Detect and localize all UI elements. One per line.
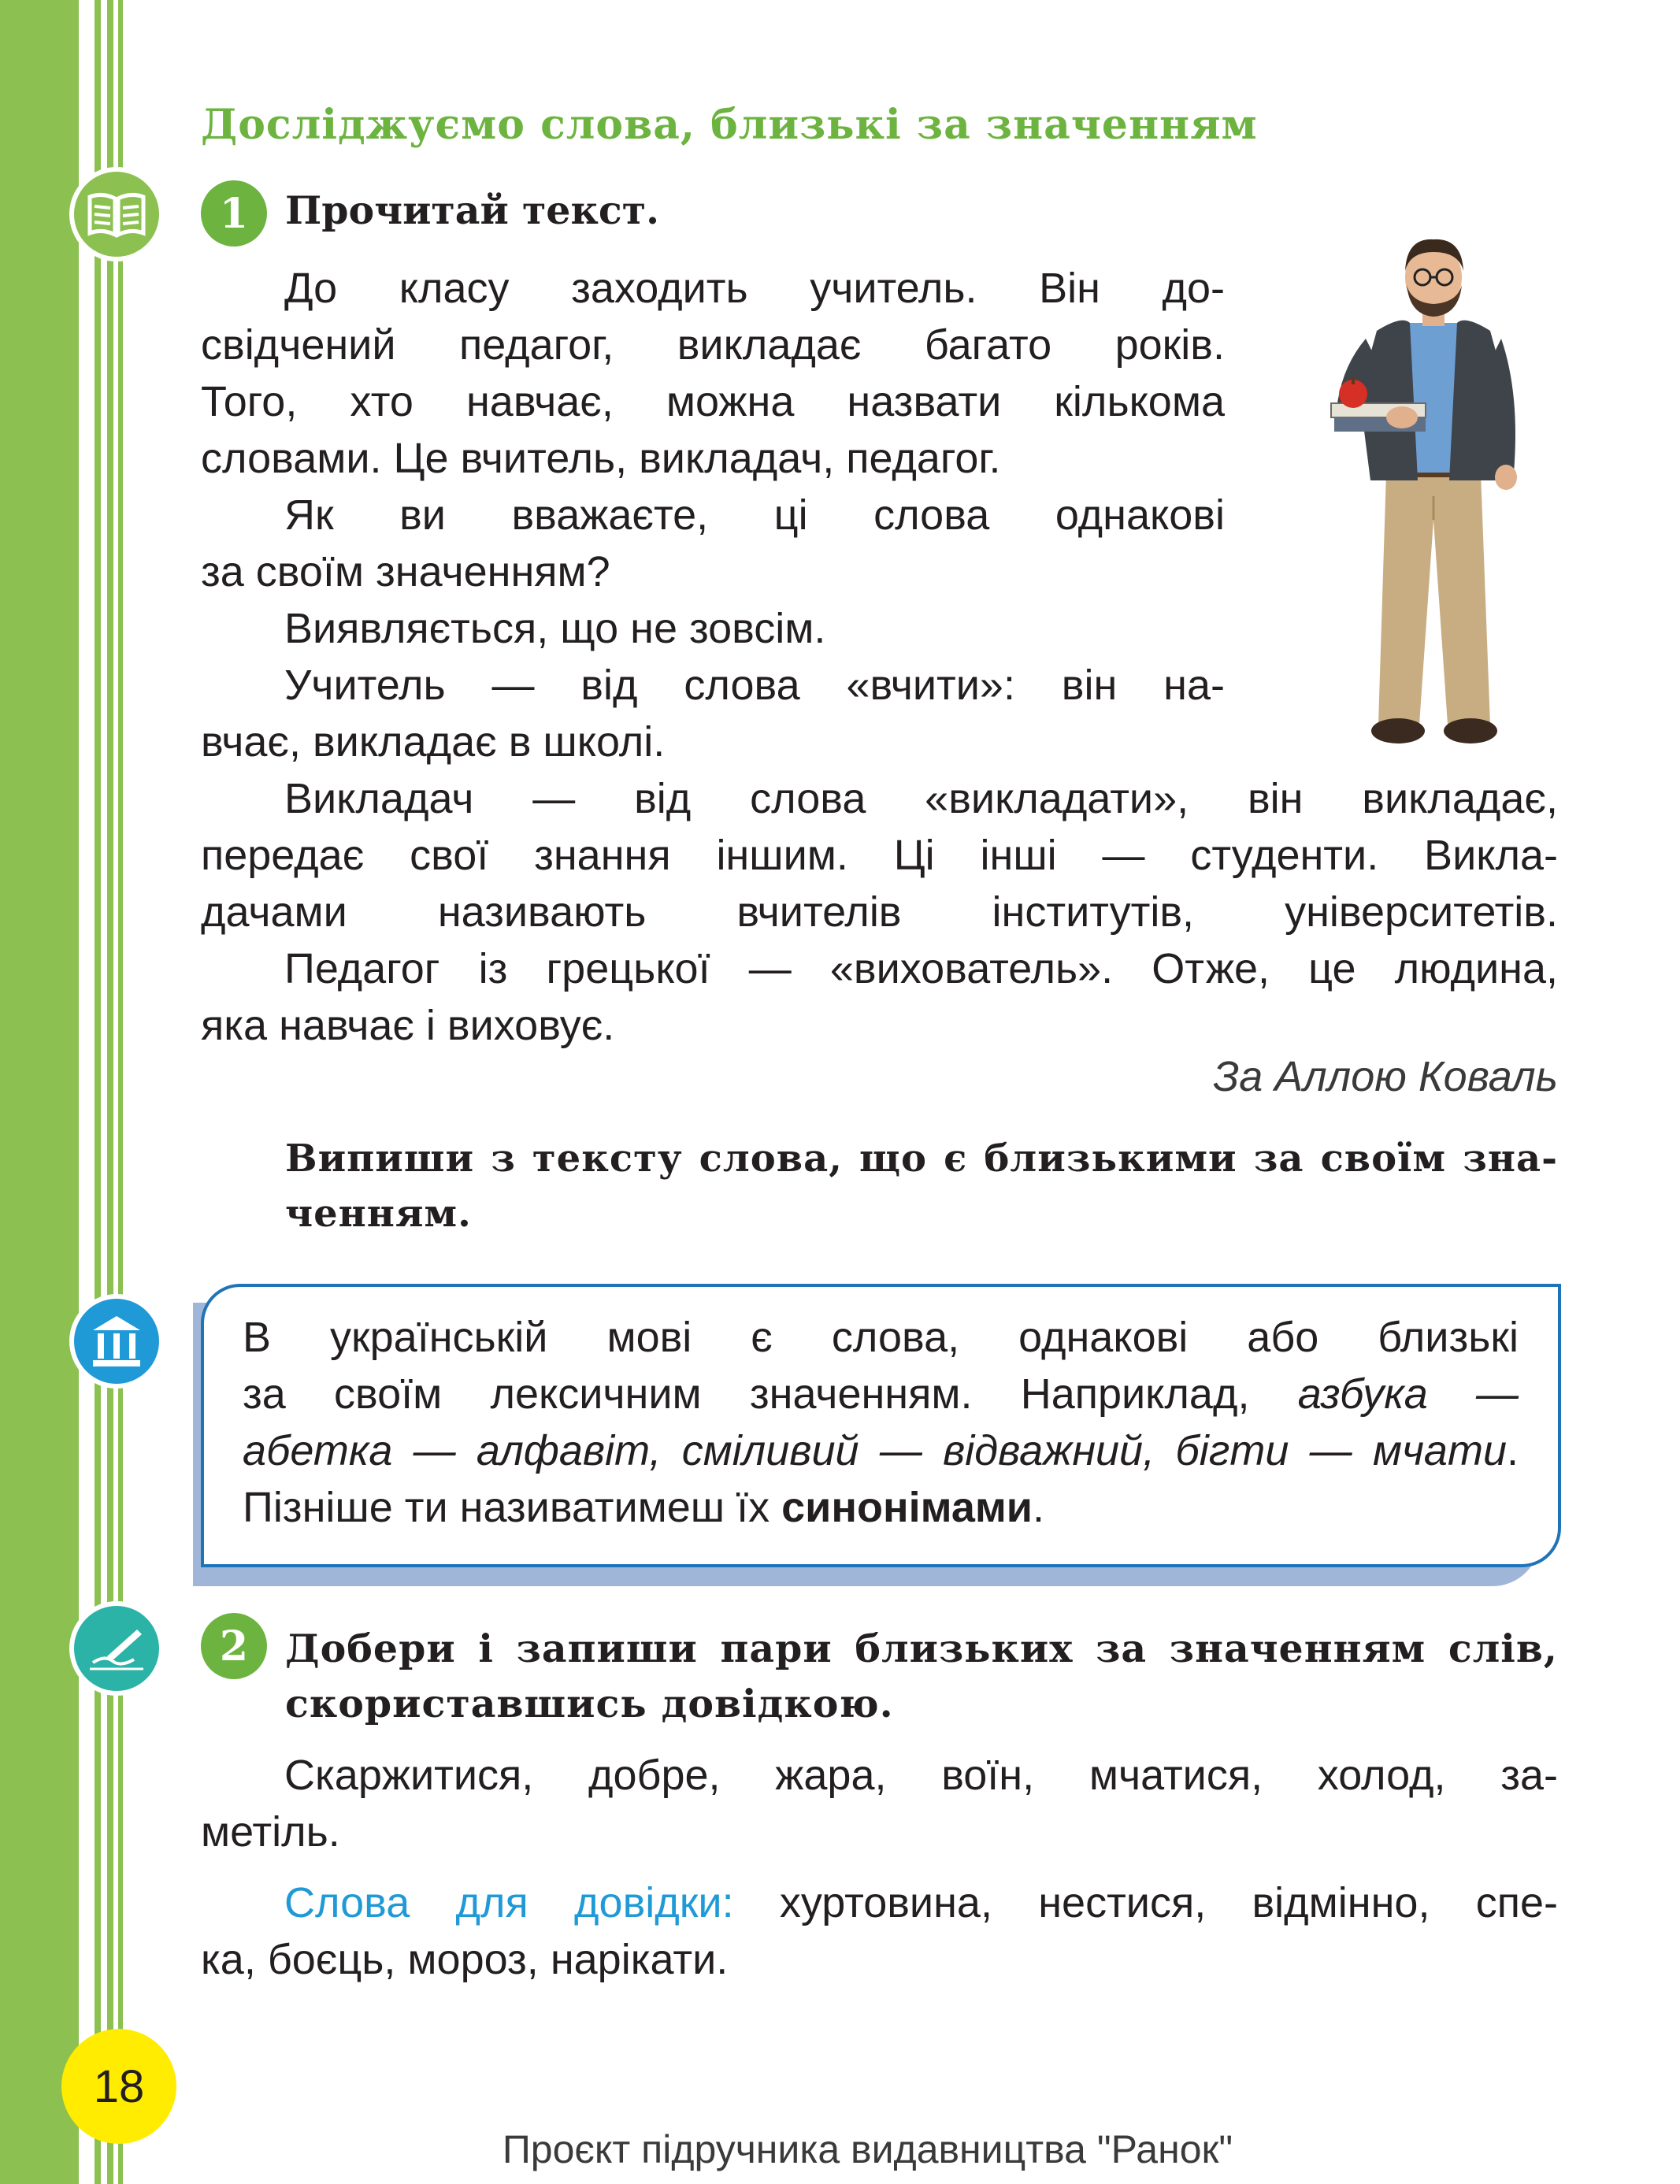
hint-label: Слова для довідки: xyxy=(284,1879,734,1926)
text-line: метіль. xyxy=(201,1808,340,1856)
rule-line: В українській мові є слова, однакові або близькі xyxy=(243,1314,1519,1361)
text-line: свідчений педагог, викладає багато років. xyxy=(201,321,1225,369)
task-number-badge: 1 xyxy=(201,180,267,247)
text-line: Добери і запиши пари близьких за значенням слів, xyxy=(285,1626,1558,1671)
task-1-label: Прочитай текст. xyxy=(285,187,660,233)
text-line: Педагог із грецької — «вихователь». Отже, це людина, xyxy=(284,945,1558,992)
hint-words: хуртовина, нестися, відмінно, спе- xyxy=(733,1879,1558,1926)
rule-line: Пізніше ти називатимеш їх xyxy=(243,1484,770,1531)
task-number-badge: 2 xyxy=(201,1613,267,1679)
teacher-illustration xyxy=(1284,236,1583,756)
margin-band xyxy=(0,0,79,2184)
text-line xyxy=(243,1479,1519,1536)
text-author: За Аллою Коваль xyxy=(1213,1053,1558,1100)
text-line: Скаржитися, добре, жара, воїн, мчатися, холод, за- xyxy=(284,1752,1558,1799)
pen-writing-icon xyxy=(69,1601,164,1696)
text-line: за своїм значенням? xyxy=(201,548,610,595)
text-line: Як ви вважаєте, ці слова однакові xyxy=(284,491,1225,539)
rule-pillar-icon xyxy=(69,1294,164,1389)
rule-punct: . xyxy=(1033,1484,1045,1531)
text-paragraph-1 xyxy=(201,260,1225,770)
footer-text: Проєкт підручника видавництва "Ранок" xyxy=(502,2127,1233,2171)
rule-example: азбука — xyxy=(1297,1370,1519,1418)
text-line: Випиши з тексту слова, що є близькими за своїм зна- xyxy=(285,1136,1558,1181)
task-1-instruction xyxy=(285,1131,1558,1241)
text-line: ка, боєць, мороз, нарікати. xyxy=(201,1936,729,1983)
text-line: Того, хто навчає, можна назвати кількома xyxy=(201,378,1225,425)
text-line: дачами називають вчителів інститутів, університетів. xyxy=(201,888,1558,936)
text-line: Виявляється, що не зовсім. xyxy=(284,605,826,652)
text-line: словами. Це вчитель, викладач, педагог. xyxy=(201,435,1001,482)
rule-text xyxy=(243,1309,1519,1536)
text-line xyxy=(243,1366,1519,1422)
text-paragraph-2 xyxy=(201,770,1558,1054)
margin-stripes xyxy=(79,0,126,2184)
text-line xyxy=(243,1309,1519,1366)
text-line: яка навчає і виховує. xyxy=(201,1002,615,1049)
text-line: передає свої знання іншим. Ці інші — студенти. Викла- xyxy=(201,832,1558,879)
text-line xyxy=(243,1422,1519,1479)
text-line: До класу заходить учитель. Він до- xyxy=(284,265,1225,312)
rule-example: абетка — алфавіт, сміливий — відважний, бігти — мчати xyxy=(243,1427,1507,1474)
rule-term: синонімами xyxy=(781,1484,1033,1531)
task-2-hint xyxy=(201,1874,1558,1988)
text-line: скориставшись довідкою. xyxy=(285,1681,894,1726)
text-line: Викладач — від слова «викладати», він викладає, xyxy=(284,775,1558,822)
text-line: вчає, викладає в школі. xyxy=(201,718,666,766)
text-line xyxy=(201,1874,1558,1931)
page-number: 18 xyxy=(61,2029,176,2144)
rule-punct: . xyxy=(1506,1427,1519,1474)
task-2-label xyxy=(285,1621,1558,1731)
section-heading: Досліджуємо слова, близькі за значенням xyxy=(201,101,1258,149)
task-2-words xyxy=(201,1747,1558,1860)
text-line: Учитель — від слова «вчити»: він на- xyxy=(284,662,1225,709)
rule-line: за своїм лексичним значенням. Наприклад, xyxy=(243,1370,1250,1418)
text-line: ченням. xyxy=(285,1192,472,1236)
open-book-icon xyxy=(69,167,164,261)
